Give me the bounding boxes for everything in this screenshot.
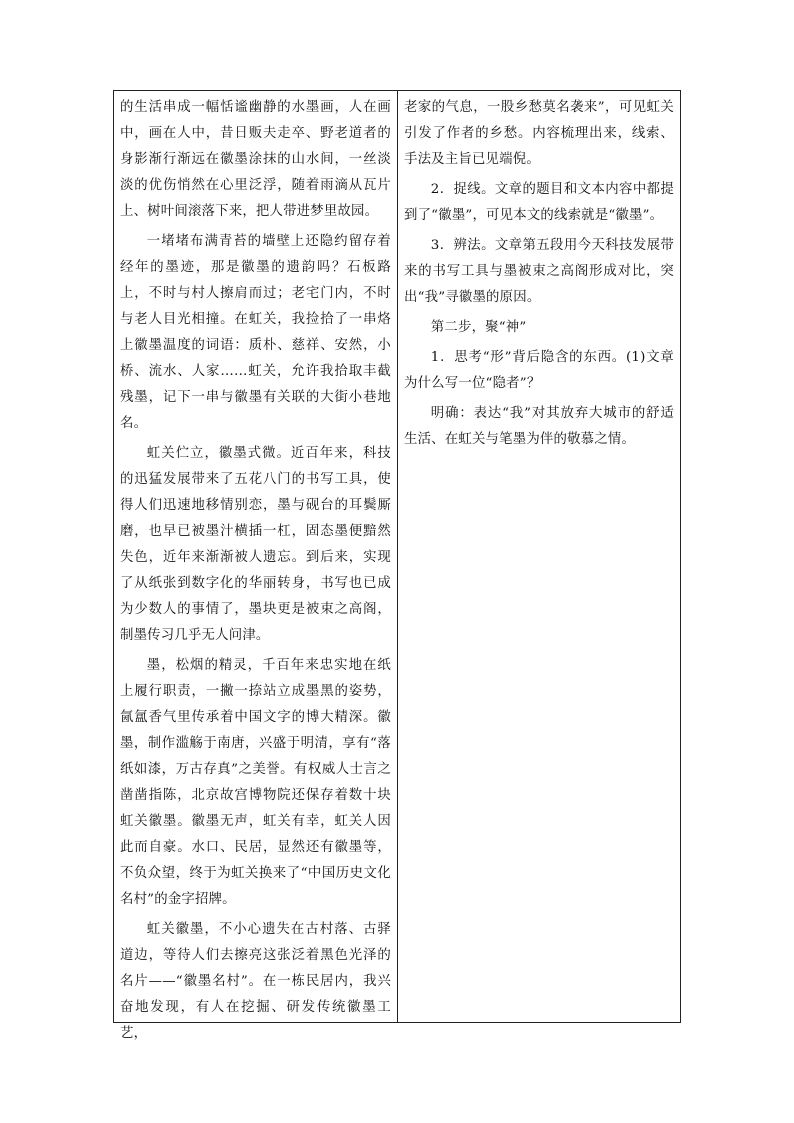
right-paragraph-3: 3．辨法。文章第五段用今天科技发展带来的书写工具与墨被束之高阁形成对比，突出“我”寻徽墨的原因。 [404, 238, 674, 305]
left-paragraph-3: 虹关伫立，徽墨式微。近百年来，科技的迅猛发展带来了五花八门的书写工具，使得人们迅速地移情别恋，墨与砚台的耳鬓厮磨，也早已被墨汁横插一杠，固态墨便黯然失色，近年来渐渐被人遗忘。到后来，实现了从纸张到数字化的华丽转身，书写也已成为少数人的事情了，墨块更是被束之高阁，制墨传习几乎无人问津。 [120, 446, 391, 643]
right-paragraph-6: 明确：表达“我”对其放弃大城市的舒适生活、在虹关与笔墨为伴的敬慕之情。 [404, 406, 674, 447]
right-column [398, 91, 680, 1022]
left-paragraph-5: 虹关徽墨，不小心遗失在古村落、古驿道边，等待人们去擦亮这张泛着黑色光泽的名片——“徽墨名村”。在一栋民居内，我兴奋地发现，有人在挖掘、研发传统徽墨工艺， [120, 922, 391, 1041]
right-paragraph-4: 第二步，聚“神” [430, 320, 527, 335]
left-paragraph-2: 一堵堵布满青苔的墙壁上还隐约留存着经年的墨迹，那是徽墨的遗韵吗？石板路上，不时与村人擦肩而过；老宅门内，不时与老人目光相撞。在虹关，我捡拾了一串烙上徽墨温度的词语：质朴、慈祥、安然，小桥、流水、人家……虹关，允许我拾取丰截残墨，记下一串与徽墨有关联的大街小巷地名。 [120, 234, 391, 431]
left-paragraph-4: 墨，松烟的精灵，千百年来忠实地在纸上履行职责，一撇一捺站立成墨黑的姿势，氤氲香气里传承着中国文字的博大精深。徽墨，制作滥觞于南唐，兴盛于明清，享有“落纸如漆，万古存真”之美誉。有权威人士言之凿凿指陈，北京故宫博物院还保存着数十块虹关徽墨。徽墨无声，虹关有幸，虹关人因此而自豪。水口、民居，显然还有徽墨等，不负众望，终于为虹关换来了“中国历史文化名村”的金字招牌。 [120, 658, 391, 907]
right-paragraph-2: 2．捉线。文章的题目和文本内容中都提到了“徽墨”，可见本文的线索就是“徽墨”。 [404, 182, 674, 223]
left-column [114, 91, 398, 1041]
left-paragraph-1: 的生活串成一幅恬谧幽静的水墨画，人在画中，画在人中，昔日贩夫走卒、野老道者的身影渐行渐远在徽墨涂抹的山水间，一丝淡淡的优伤悄然在心里泛浮，随着雨滴从瓦片上、树叶间滚落下来，把人带进梦里故园。 [120, 100, 391, 219]
right-paragraph-1: 老家的气息，一股乡愁莫名袭来”，可见虹关引发了作者的乡愁。内容梳理出来，线索、手法及主旨已见端倪。 [404, 100, 674, 167]
content-table [113, 90, 681, 1041]
right-paragraph-5: 1．思考“形”背后隐含的东西。(1)文章为什么写一位“隐者”？ [404, 350, 674, 391]
